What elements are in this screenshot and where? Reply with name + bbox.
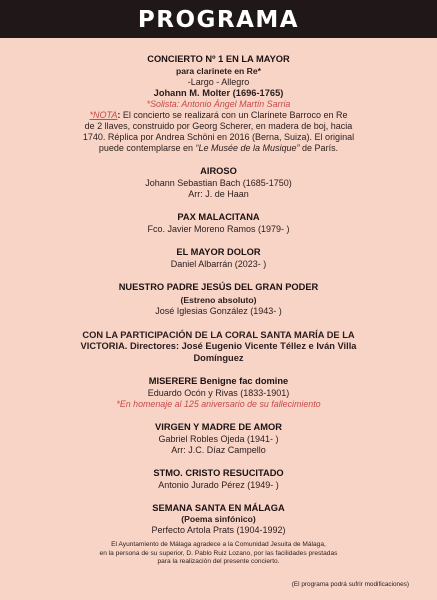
- note-line: [40, 110, 397, 121]
- coral-participation: [0, 330, 437, 365]
- dedication-text: *En homenaje al 125 aniversario de su fallecimiento: [116, 399, 321, 410]
- piece-virgen-madre-amor: [0, 422, 437, 456]
- piece-gran-poder: [0, 282, 437, 318]
- piece-title: AIROSO: [200, 166, 237, 177]
- coral-line: Domínguez: [193, 352, 244, 363]
- note-text: de París.: [299, 143, 339, 154]
- piece-title: MISERERE Benigne fac domine: [148, 376, 289, 387]
- piece-title: PAX MALACITANA: [177, 212, 260, 223]
- program-content: [0, 54, 437, 549]
- piece-composer: Antonio Jurado Pérez (1949- ): [158, 479, 279, 490]
- piece-arranger: Arr: J. de Haan: [188, 189, 249, 200]
- page-title: PROGRAMA: [137, 7, 300, 33]
- piece-composer: José Iglesias González (1943- ): [155, 306, 282, 317]
- note-colon: :: [117, 110, 121, 121]
- acknowledgement-line: El Ayuntamiento de Málaga agradece a la Comunidad Jesuita de Málaga,: [111, 541, 326, 548]
- piece-title: EL MAYOR DOLOR: [176, 247, 261, 258]
- piece-composer: Eduardo Ocón y Rivas (1833-1901): [147, 387, 290, 398]
- piece-composer: Perfecto Artola Prats (1904-1992): [151, 525, 286, 536]
- piece-subtitle: (Estreno absoluto): [180, 295, 257, 306]
- piece-title: VIRGEN Y MADRE DE AMOR: [155, 422, 282, 433]
- note-line: de 2 llaves, construido por Georg Scherer, en madera de boj, hacia: [84, 121, 353, 132]
- piece-composer: Gabriel Robles Ojeda (1941- ): [158, 433, 279, 444]
- note-text: puede contemplarse en: [98, 143, 196, 154]
- note-line: [40, 143, 397, 154]
- program-header: [0, 0, 437, 38]
- soloist-credit: *Solista: Antonio Ángel Martín Sarria: [146, 99, 291, 110]
- concierto-note: [0, 110, 437, 154]
- acknowledgement-line: en la persona de su superior, D. Pablo Ruiz Lozano, por las facilidades prestadas: [99, 549, 338, 557]
- piece-composer: Daniel Albarrán (2023- ): [170, 258, 267, 269]
- note-line: 1740. Réplica por Andrea Schöni en 2016 (Berna, Suiza). El original: [82, 132, 355, 143]
- piece-airoso: [0, 166, 437, 200]
- note-label: *NOTA: [89, 110, 118, 121]
- acknowledgement-line: para la realización del presente concierto.: [157, 558, 280, 565]
- modifications-notice: (El programa podrá sufrir modificaciones): [291, 581, 409, 588]
- note-museum: “Le Musée de la Musique”: [195, 143, 300, 154]
- piece-composer: Fco. Javier Moreno Ramos (1979- ): [147, 223, 290, 234]
- piece-arranger: Arr: J.C. Díaz Campello: [171, 444, 266, 455]
- piece-subtitle: para clarinete en Re*: [175, 65, 262, 76]
- piece-subtitle: (Poema sinfónico): [181, 514, 256, 525]
- piece-movements: -Largo - Allegro: [187, 76, 250, 87]
- piece-el-mayor-dolor: [0, 247, 437, 270]
- coral-line: VICTORIA. Directores: José Eugenio Vicente Téllez e Iván Villa: [80, 341, 357, 352]
- coral-line: CON LA PARTICIPACIÓN DE LA CORAL SANTA MARÍA DE LA: [82, 329, 355, 340]
- piece-title: STMO. CRISTO RESUCITADO: [153, 468, 284, 479]
- piece-semana-santa: [0, 503, 437, 537]
- piece-composer: Johann M. Molter (1696-1765): [153, 87, 284, 98]
- piece-pax-malacitana: [0, 212, 437, 235]
- piece-composer: Johann Sebastian Bach (1685-1750): [145, 177, 292, 188]
- piece-concierto: [0, 54, 437, 154]
- acknowledgement: [0, 541, 437, 567]
- piece-cristo-resucitado: [0, 468, 437, 491]
- piece-title: NUESTRO PADRE JESÚS DEL GRAN PODER: [118, 281, 319, 292]
- piece-miserere: [0, 376, 437, 410]
- piece-title: SEMANA SANTA EN MÁLAGA: [152, 502, 285, 513]
- piece-title: CONCIERTO Nº 1 EN LA MAYOR: [147, 54, 290, 64]
- note-text: El concierto se realizará con un Clarinete Barroco en Re: [120, 110, 348, 121]
